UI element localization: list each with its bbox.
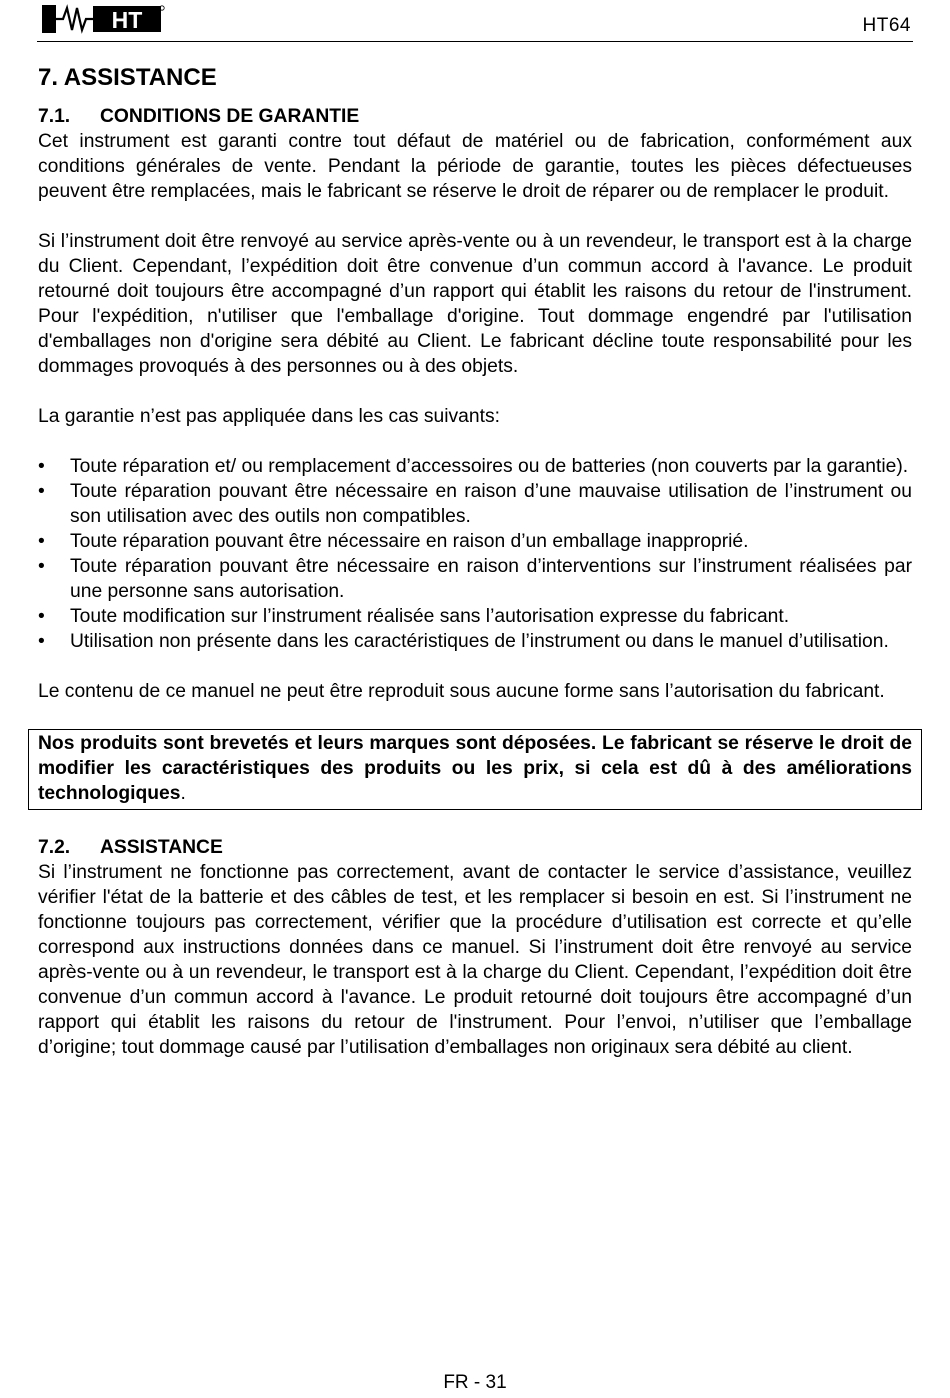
warranty-paragraph-2: Si l’instrument doit être renvoyé au service après-vente ou à un revendeur, le transport est à la charge du Client. Cependant, l’expédition doit être convenue d’un commun accord à l'avance. Le produit retourné doit toujours être accompagné d’un rapport qui établit les raisons du retour de l'instrument. Pour l'expédition, n'utiliser que l'emballage d'origine. Tout dommage engendré par l'utilisation d'emballages non d'origine sera débité au Client. Le fabricant décline toute responsabilité pour les dommages provoqués à des personnes ou à des objets. [38,231,912,377]
list-item: • Utilisation non présente dans les caractéristiques de l’instrument ou dans le manuel d’utilisation. [38,631,889,652]
bullet-icon: • [38,481,45,502]
warranty-paragraph-1: Cet instrument est garanti contre tout défaut de matériel ou de fabrication, conformément aux conditions générales de vente. Pendant la période de garantie, toutes les pièces défectueuses peuvent être remplacées, mais le fabricant se réserve le droit de réparer ou de remplacer le produit. [38,131,912,202]
warranty-heading [38,104,912,129]
section-title: 7. ASSISTANCE [38,64,217,91]
bullet-icon: • [38,456,45,477]
page-header [37,0,913,42]
list-item: • Toute modification sur l’instrument réalisée sans l’autorisation expresse du fabricant. [38,606,790,627]
list-item: • Toute réparation pouvant être nécessaire en raison d’une mauvaise utilisation de l’instrument ou son utilisation avec des outils non compatibles. [38,481,912,527]
warranty-number: 7.1. [38,106,71,127]
bullet-icon: • [38,531,45,552]
list-item: • Toute réparation pouvant être nécessaire en raison d’interventions sur l’instrument réalisées par une personne sans autorisation. [38,556,912,602]
model-name: HT64 [862,15,911,36]
page-number: FR - 31 [443,1372,507,1393]
patent-notice-period: . [180,783,186,804]
assistance-number: 7.2. [38,837,71,858]
warranty-paragraph-3: La garantie n’est pas appliquée dans les cas suivants: [38,406,500,427]
list-item: • Toute réparation pouvant être nécessaire en raison d’un emballage inapproprié. [38,531,749,552]
assistance-heading [38,835,912,860]
bullet-icon: • [38,606,45,627]
warranty-heading-text: CONDITIONS DE GARANTIE [100,106,360,127]
patent-notice-text: Nos produits sont brevetés et leurs marques sont déposées. Le fabricant se réserve le droit de modifier les caractéristiques des produits ou les prix, si cela est dû à des améliorations technologiques [38,733,912,804]
exclusions-list [38,454,912,654]
ht-logo-icon [41,4,165,34]
assistance-paragraph: Si l’instrument ne fonctionne pas correctement, avant de contacter le service d’assistance, veuillez vérifier l'état de la batterie et des câbles de test, et les remplacer si besoin en est. Si l’instrument ne fonctionne toujours pas correctement, vérifier que la procédure d’utilisation est correcte et qu’elle correspond aux instructions données dans ce manuel. Si l’instrument doit être renvoyé au service après-vente ou à un revendeur, le transport est à la charge du Client. Cependant, l’expédition doit être convenue d’un commun accord à l'avance. Le produit retourné doit toujours être accompagné d’un rapport qui établit les raisons du retour de l'instrument. Pour l’envoi, n’utiliser que l’emballage d’origine; tout dommage causé par l’utilisation d’emballages non originaux sera débité au client. [38,862,912,1058]
bullet-icon: • [38,631,45,652]
logo-text: HT [111,7,143,33]
patent-notice-box [28,729,922,810]
page-content [38,62,912,1060]
assistance-heading-text: ASSISTANCE [100,837,223,858]
warranty-paragraph-4: Le contenu de ce manuel ne peut être reproduit sous aucune forme sans l’autorisation du fabricant. [38,681,885,702]
bullet-icon: • [38,556,45,577]
list-item: • Toute réparation et/ ou remplacement d’accessoires ou de batteries (non couverts par la garantie). [38,456,909,477]
